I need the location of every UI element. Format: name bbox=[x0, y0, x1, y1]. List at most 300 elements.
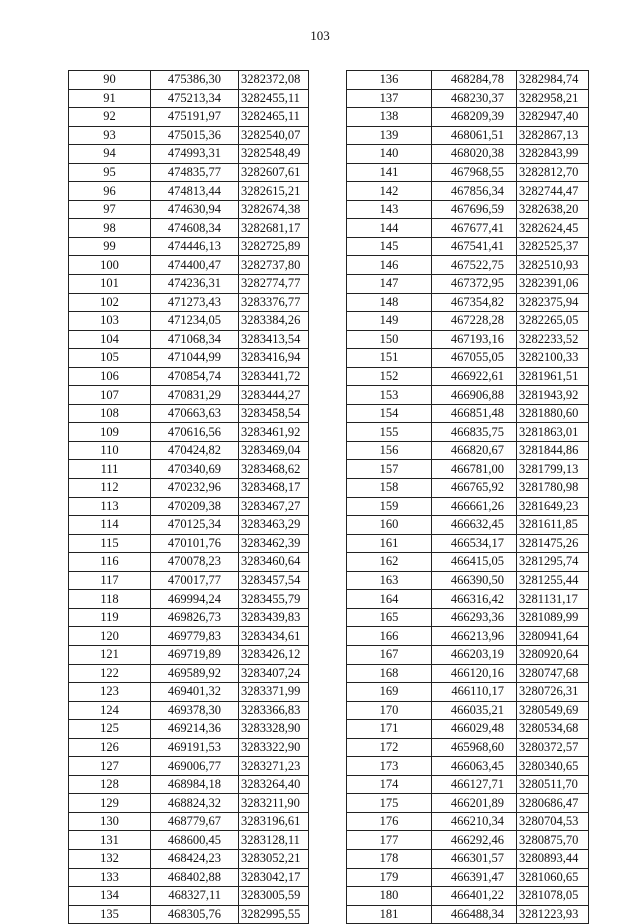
y-coordinate-cell: 3281089,99 bbox=[517, 608, 589, 627]
point-number-cell: 167 bbox=[347, 645, 432, 664]
y-coordinate-cell: 3283468,17 bbox=[239, 479, 309, 498]
point-number-cell: 160 bbox=[347, 516, 432, 535]
table-row bbox=[69, 627, 309, 646]
y-coordinate-cell: 3281223,93 bbox=[517, 905, 589, 924]
table-row bbox=[69, 683, 309, 702]
y-coordinate-cell: 3281131,17 bbox=[517, 590, 589, 609]
x-coordinate-cell: 466110,17 bbox=[432, 683, 517, 702]
table-row bbox=[347, 126, 589, 145]
x-coordinate-cell: 467228,28 bbox=[432, 312, 517, 331]
x-coordinate-cell: 466063,45 bbox=[432, 757, 517, 776]
point-number-cell: 93 bbox=[69, 126, 151, 145]
table-row bbox=[69, 905, 309, 924]
point-number-cell: 137 bbox=[347, 89, 432, 108]
table-row bbox=[69, 349, 309, 368]
table-row bbox=[69, 219, 309, 238]
y-coordinate-cell: 3282984,74 bbox=[517, 71, 589, 90]
y-coordinate-cell: 3280511,70 bbox=[517, 775, 589, 794]
x-coordinate-cell: 471044,99 bbox=[151, 349, 239, 368]
table-row bbox=[69, 868, 309, 887]
table-row bbox=[347, 849, 589, 868]
x-coordinate-cell: 467677,41 bbox=[432, 219, 517, 238]
y-coordinate-cell: 3283322,90 bbox=[239, 738, 309, 757]
table-row bbox=[347, 441, 589, 460]
x-coordinate-cell: 466292,46 bbox=[432, 831, 517, 850]
x-coordinate-cell: 466661,26 bbox=[432, 497, 517, 516]
table-row bbox=[69, 293, 309, 312]
table-row bbox=[69, 256, 309, 275]
table-row bbox=[347, 386, 589, 405]
y-coordinate-cell: 3283439,83 bbox=[239, 608, 309, 627]
x-coordinate-cell: 470340,69 bbox=[151, 460, 239, 479]
page-number: 103 bbox=[310, 28, 330, 43]
table-row bbox=[69, 720, 309, 739]
table-row bbox=[347, 887, 589, 906]
point-number-cell: 94 bbox=[69, 145, 151, 164]
table-row bbox=[347, 237, 589, 256]
table-row bbox=[347, 794, 589, 813]
y-coordinate-cell: 3283416,94 bbox=[239, 349, 309, 368]
point-number-cell: 179 bbox=[347, 868, 432, 887]
point-number-cell: 103 bbox=[69, 312, 151, 331]
y-coordinate-cell: 3282624,45 bbox=[517, 219, 589, 238]
point-number-cell: 156 bbox=[347, 441, 432, 460]
y-coordinate-cell: 3282607,61 bbox=[239, 163, 309, 182]
y-coordinate-cell: 3281611,85 bbox=[517, 516, 589, 535]
x-coordinate-cell: 468284,78 bbox=[432, 71, 517, 90]
table-row bbox=[347, 738, 589, 757]
x-coordinate-cell: 470232,96 bbox=[151, 479, 239, 498]
point-number-cell: 174 bbox=[347, 775, 432, 794]
x-coordinate-cell: 467968,55 bbox=[432, 163, 517, 182]
table-row bbox=[69, 608, 309, 627]
x-coordinate-cell: 466851,48 bbox=[432, 404, 517, 423]
y-coordinate-cell: 3281475,26 bbox=[517, 534, 589, 553]
table-row bbox=[347, 757, 589, 776]
x-coordinate-cell: 466906,88 bbox=[432, 386, 517, 405]
point-number-cell: 144 bbox=[347, 219, 432, 238]
table-row bbox=[347, 108, 589, 127]
point-number-cell: 132 bbox=[69, 849, 151, 868]
x-coordinate-cell: 468600,45 bbox=[151, 831, 239, 850]
y-coordinate-cell: 3282958,21 bbox=[517, 89, 589, 108]
y-coordinate-cell: 3280340,65 bbox=[517, 757, 589, 776]
x-coordinate-cell: 466781,00 bbox=[432, 460, 517, 479]
point-number-cell: 136 bbox=[347, 71, 432, 90]
point-number-cell: 116 bbox=[69, 553, 151, 572]
point-number-cell: 158 bbox=[347, 479, 432, 498]
x-coordinate-cell: 468020,38 bbox=[432, 145, 517, 164]
x-coordinate-cell: 470831,29 bbox=[151, 386, 239, 405]
y-coordinate-cell: 3283426,12 bbox=[239, 645, 309, 664]
y-coordinate-cell: 3282843,99 bbox=[517, 145, 589, 164]
table-row bbox=[347, 905, 589, 924]
table-row bbox=[69, 108, 309, 127]
x-coordinate-cell: 475015,36 bbox=[151, 126, 239, 145]
y-coordinate-cell: 3280534,68 bbox=[517, 720, 589, 739]
y-coordinate-cell: 3282674,38 bbox=[239, 200, 309, 219]
point-number-cell: 147 bbox=[347, 275, 432, 294]
table-row bbox=[69, 441, 309, 460]
x-coordinate-cell: 469006,77 bbox=[151, 757, 239, 776]
point-number-cell: 111 bbox=[69, 460, 151, 479]
table-row bbox=[69, 200, 309, 219]
table-row bbox=[347, 701, 589, 720]
table-row bbox=[347, 404, 589, 423]
table-row bbox=[69, 71, 309, 90]
point-number-cell: 164 bbox=[347, 590, 432, 609]
x-coordinate-cell: 466203,19 bbox=[432, 645, 517, 664]
y-coordinate-cell: 3282540,07 bbox=[239, 126, 309, 145]
point-number-cell: 133 bbox=[69, 868, 151, 887]
point-number-cell: 157 bbox=[347, 460, 432, 479]
point-number-cell: 175 bbox=[347, 794, 432, 813]
x-coordinate-cell: 468402,88 bbox=[151, 868, 239, 887]
point-number-cell: 128 bbox=[69, 775, 151, 794]
y-coordinate-cell: 3282681,17 bbox=[239, 219, 309, 238]
point-number-cell: 177 bbox=[347, 831, 432, 850]
table-row bbox=[69, 460, 309, 479]
table-row bbox=[347, 497, 589, 516]
table-row bbox=[69, 534, 309, 553]
x-coordinate-cell: 471068,34 bbox=[151, 330, 239, 349]
y-coordinate-cell: 3283434,61 bbox=[239, 627, 309, 646]
point-number-cell: 100 bbox=[69, 256, 151, 275]
y-coordinate-cell: 3283328,90 bbox=[239, 720, 309, 739]
point-number-cell: 124 bbox=[69, 701, 151, 720]
x-coordinate-cell: 469214,36 bbox=[151, 720, 239, 739]
y-coordinate-cell: 3281780,98 bbox=[517, 479, 589, 498]
point-number-cell: 95 bbox=[69, 163, 151, 182]
y-coordinate-cell: 3282615,21 bbox=[239, 182, 309, 201]
table-row bbox=[347, 775, 589, 794]
table-row bbox=[347, 89, 589, 108]
y-coordinate-cell: 3282465,11 bbox=[239, 108, 309, 127]
y-coordinate-cell: 3283469,04 bbox=[239, 441, 309, 460]
y-coordinate-cell: 3282737,80 bbox=[239, 256, 309, 275]
y-coordinate-cell: 3283407,24 bbox=[239, 664, 309, 683]
table-row bbox=[347, 200, 589, 219]
x-coordinate-cell: 474236,31 bbox=[151, 275, 239, 294]
x-coordinate-cell: 474630,94 bbox=[151, 200, 239, 219]
x-coordinate-cell: 474835,77 bbox=[151, 163, 239, 182]
x-coordinate-cell: 474446,13 bbox=[151, 237, 239, 256]
x-coordinate-cell: 469378,30 bbox=[151, 701, 239, 720]
point-number-cell: 152 bbox=[347, 367, 432, 386]
point-number-cell: 143 bbox=[347, 200, 432, 219]
x-coordinate-cell: 469719,89 bbox=[151, 645, 239, 664]
y-coordinate-cell: 3282391,06 bbox=[517, 275, 589, 294]
y-coordinate-cell: 3280920,64 bbox=[517, 645, 589, 664]
y-coordinate-cell: 3281799,13 bbox=[517, 460, 589, 479]
table-row bbox=[347, 553, 589, 572]
y-coordinate-cell: 3282947,40 bbox=[517, 108, 589, 127]
table-row bbox=[347, 293, 589, 312]
y-coordinate-cell: 3283462,39 bbox=[239, 534, 309, 553]
point-number-cell: 141 bbox=[347, 163, 432, 182]
x-coordinate-cell: 474993,31 bbox=[151, 145, 239, 164]
x-coordinate-cell: 468779,67 bbox=[151, 812, 239, 831]
table-row bbox=[69, 516, 309, 535]
y-coordinate-cell: 3282525,37 bbox=[517, 237, 589, 256]
x-coordinate-cell: 471273,43 bbox=[151, 293, 239, 312]
x-coordinate-cell: 470125,34 bbox=[151, 516, 239, 535]
table-row bbox=[347, 868, 589, 887]
y-coordinate-cell: 3282455,11 bbox=[239, 89, 309, 108]
point-number-cell: 91 bbox=[69, 89, 151, 108]
y-coordinate-cell: 3282510,93 bbox=[517, 256, 589, 275]
table-row bbox=[347, 367, 589, 386]
table-row bbox=[69, 237, 309, 256]
table-row bbox=[69, 794, 309, 813]
x-coordinate-cell: 467055,05 bbox=[432, 349, 517, 368]
table-row bbox=[69, 404, 309, 423]
y-coordinate-cell: 3282375,94 bbox=[517, 293, 589, 312]
point-number-cell: 181 bbox=[347, 905, 432, 924]
x-coordinate-cell: 469826,73 bbox=[151, 608, 239, 627]
x-coordinate-cell: 466127,71 bbox=[432, 775, 517, 794]
y-coordinate-cell: 3281649,23 bbox=[517, 497, 589, 516]
y-coordinate-cell: 3280686,47 bbox=[517, 794, 589, 813]
x-coordinate-cell: 468209,39 bbox=[432, 108, 517, 127]
point-number-cell: 126 bbox=[69, 738, 151, 757]
table-row bbox=[69, 757, 309, 776]
point-number-cell: 149 bbox=[347, 312, 432, 331]
table-row bbox=[69, 386, 309, 405]
point-number-cell: 109 bbox=[69, 423, 151, 442]
y-coordinate-cell: 3282744,47 bbox=[517, 182, 589, 201]
y-coordinate-cell: 3280875,70 bbox=[517, 831, 589, 850]
point-number-cell: 117 bbox=[69, 571, 151, 590]
table-row bbox=[347, 608, 589, 627]
x-coordinate-cell: 466835,75 bbox=[432, 423, 517, 442]
x-coordinate-cell: 467522,75 bbox=[432, 256, 517, 275]
x-coordinate-cell: 470616,56 bbox=[151, 423, 239, 442]
y-coordinate-cell: 3283455,79 bbox=[239, 590, 309, 609]
y-coordinate-cell: 3280372,57 bbox=[517, 738, 589, 757]
y-coordinate-cell: 3283211,90 bbox=[239, 794, 309, 813]
table-row bbox=[69, 887, 309, 906]
point-number-cell: 176 bbox=[347, 812, 432, 831]
table-row bbox=[69, 479, 309, 498]
table-row bbox=[69, 182, 309, 201]
x-coordinate-cell: 470101,76 bbox=[151, 534, 239, 553]
y-coordinate-cell: 3283463,29 bbox=[239, 516, 309, 535]
y-coordinate-cell: 3282867,13 bbox=[517, 126, 589, 145]
point-number-cell: 127 bbox=[69, 757, 151, 776]
table-row bbox=[69, 145, 309, 164]
table-row bbox=[347, 831, 589, 850]
x-coordinate-cell: 466415,05 bbox=[432, 553, 517, 572]
point-number-cell: 135 bbox=[69, 905, 151, 924]
point-number-cell: 106 bbox=[69, 367, 151, 386]
point-number-cell: 130 bbox=[69, 812, 151, 831]
y-coordinate-cell: 3282638,20 bbox=[517, 200, 589, 219]
y-coordinate-cell: 3282372,08 bbox=[239, 71, 309, 90]
x-coordinate-cell: 465968,60 bbox=[432, 738, 517, 757]
table-row bbox=[347, 534, 589, 553]
table-row bbox=[347, 163, 589, 182]
table-row bbox=[347, 571, 589, 590]
table-row bbox=[347, 812, 589, 831]
table-row bbox=[347, 479, 589, 498]
table-row bbox=[347, 664, 589, 683]
point-number-cell: 107 bbox=[69, 386, 151, 405]
x-coordinate-cell: 466120,16 bbox=[432, 664, 517, 683]
x-coordinate-cell: 468424,23 bbox=[151, 849, 239, 868]
point-number-cell: 138 bbox=[347, 108, 432, 127]
y-coordinate-cell: 3283371,99 bbox=[239, 683, 309, 702]
x-coordinate-cell: 467696,59 bbox=[432, 200, 517, 219]
y-coordinate-cell: 3282774,77 bbox=[239, 275, 309, 294]
point-number-cell: 169 bbox=[347, 683, 432, 702]
x-coordinate-cell: 468824,32 bbox=[151, 794, 239, 813]
point-number-cell: 148 bbox=[347, 293, 432, 312]
x-coordinate-cell: 466391,47 bbox=[432, 868, 517, 887]
y-coordinate-cell: 3283458,54 bbox=[239, 404, 309, 423]
x-coordinate-cell: 468061,51 bbox=[432, 126, 517, 145]
table-row bbox=[347, 516, 589, 535]
point-number-cell: 140 bbox=[347, 145, 432, 164]
table-row bbox=[347, 182, 589, 201]
x-coordinate-cell: 470209,38 bbox=[151, 497, 239, 516]
table-row bbox=[69, 571, 309, 590]
y-coordinate-cell: 3283460,64 bbox=[239, 553, 309, 572]
x-coordinate-cell: 468305,76 bbox=[151, 905, 239, 924]
point-number-cell: 180 bbox=[347, 887, 432, 906]
y-coordinate-cell: 3283376,77 bbox=[239, 293, 309, 312]
y-coordinate-cell: 3281060,65 bbox=[517, 868, 589, 887]
point-number-cell: 92 bbox=[69, 108, 151, 127]
point-number-cell: 129 bbox=[69, 794, 151, 813]
y-coordinate-cell: 3282995,55 bbox=[239, 905, 309, 924]
table-row bbox=[69, 330, 309, 349]
y-coordinate-cell: 3280726,31 bbox=[517, 683, 589, 702]
y-coordinate-cell: 3283444,27 bbox=[239, 386, 309, 405]
point-number-cell: 163 bbox=[347, 571, 432, 590]
point-number-cell: 162 bbox=[347, 553, 432, 572]
table-row bbox=[69, 738, 309, 757]
y-coordinate-cell: 3283052,21 bbox=[239, 849, 309, 868]
y-coordinate-cell: 3282100,33 bbox=[517, 349, 589, 368]
y-coordinate-cell: 3281295,74 bbox=[517, 553, 589, 572]
point-number-cell: 168 bbox=[347, 664, 432, 683]
x-coordinate-cell: 470424,82 bbox=[151, 441, 239, 460]
point-number-cell: 108 bbox=[69, 404, 151, 423]
x-coordinate-cell: 467541,41 bbox=[432, 237, 517, 256]
x-coordinate-cell: 469589,92 bbox=[151, 664, 239, 683]
x-coordinate-cell: 475386,30 bbox=[151, 71, 239, 90]
point-number-cell: 153 bbox=[347, 386, 432, 405]
table-row bbox=[347, 349, 589, 368]
y-coordinate-cell: 3283128,11 bbox=[239, 831, 309, 850]
y-coordinate-cell: 3282725,89 bbox=[239, 237, 309, 256]
x-coordinate-cell: 469191,53 bbox=[151, 738, 239, 757]
point-number-cell: 159 bbox=[347, 497, 432, 516]
point-number-cell: 178 bbox=[347, 849, 432, 868]
x-coordinate-cell: 466201,89 bbox=[432, 794, 517, 813]
y-coordinate-cell: 3281943,92 bbox=[517, 386, 589, 405]
point-number-cell: 154 bbox=[347, 404, 432, 423]
y-coordinate-cell: 3281844,86 bbox=[517, 441, 589, 460]
table-row bbox=[69, 590, 309, 609]
x-coordinate-cell: 466390,50 bbox=[432, 571, 517, 590]
x-coordinate-cell: 466029,48 bbox=[432, 720, 517, 739]
x-coordinate-cell: 470663,63 bbox=[151, 404, 239, 423]
table-row bbox=[69, 849, 309, 868]
x-coordinate-cell: 466210,34 bbox=[432, 812, 517, 831]
table-row bbox=[347, 330, 589, 349]
x-coordinate-cell: 469994,24 bbox=[151, 590, 239, 609]
point-number-cell: 170 bbox=[347, 701, 432, 720]
table-row bbox=[347, 71, 589, 90]
y-coordinate-cell: 3283413,54 bbox=[239, 330, 309, 349]
table-row bbox=[69, 701, 309, 720]
point-number-cell: 110 bbox=[69, 441, 151, 460]
point-number-cell: 120 bbox=[69, 627, 151, 646]
point-number-cell: 131 bbox=[69, 831, 151, 850]
y-coordinate-cell: 3281863,01 bbox=[517, 423, 589, 442]
coordinates-table-left bbox=[68, 70, 309, 924]
table-row bbox=[347, 460, 589, 479]
x-coordinate-cell: 470017,77 bbox=[151, 571, 239, 590]
point-number-cell: 134 bbox=[69, 887, 151, 906]
table-row bbox=[69, 423, 309, 442]
x-coordinate-cell: 475191,97 bbox=[151, 108, 239, 127]
x-coordinate-cell: 470078,23 bbox=[151, 553, 239, 572]
point-number-cell: 165 bbox=[347, 608, 432, 627]
x-coordinate-cell: 467354,82 bbox=[432, 293, 517, 312]
point-number-cell: 104 bbox=[69, 330, 151, 349]
coordinates-table-right bbox=[346, 70, 589, 924]
x-coordinate-cell: 466213,96 bbox=[432, 627, 517, 646]
point-number-cell: 151 bbox=[347, 349, 432, 368]
x-coordinate-cell: 468327,11 bbox=[151, 887, 239, 906]
point-number-cell: 171 bbox=[347, 720, 432, 739]
y-coordinate-cell: 3283468,62 bbox=[239, 460, 309, 479]
y-coordinate-cell: 3281078,05 bbox=[517, 887, 589, 906]
y-coordinate-cell: 3283042,17 bbox=[239, 868, 309, 887]
y-coordinate-cell: 3283384,26 bbox=[239, 312, 309, 331]
point-number-cell: 118 bbox=[69, 590, 151, 609]
x-coordinate-cell: 468230,37 bbox=[432, 89, 517, 108]
point-number-cell: 98 bbox=[69, 219, 151, 238]
point-number-cell: 172 bbox=[347, 738, 432, 757]
y-coordinate-cell: 3283461,92 bbox=[239, 423, 309, 442]
x-coordinate-cell: 467372,95 bbox=[432, 275, 517, 294]
x-coordinate-cell: 469779,83 bbox=[151, 627, 239, 646]
point-number-cell: 161 bbox=[347, 534, 432, 553]
point-number-cell: 102 bbox=[69, 293, 151, 312]
x-coordinate-cell: 474400,47 bbox=[151, 256, 239, 275]
point-number-cell: 101 bbox=[69, 275, 151, 294]
x-coordinate-cell: 466293,36 bbox=[432, 608, 517, 627]
point-number-cell: 122 bbox=[69, 664, 151, 683]
table-row bbox=[347, 683, 589, 702]
point-number-cell: 114 bbox=[69, 516, 151, 535]
point-number-cell: 90 bbox=[69, 71, 151, 90]
point-number-cell: 173 bbox=[347, 757, 432, 776]
x-coordinate-cell: 466301,57 bbox=[432, 849, 517, 868]
x-coordinate-cell: 475213,34 bbox=[151, 89, 239, 108]
point-number-cell: 125 bbox=[69, 720, 151, 739]
point-number-cell: 142 bbox=[347, 182, 432, 201]
point-number-cell: 146 bbox=[347, 256, 432, 275]
x-coordinate-cell: 466820,67 bbox=[432, 441, 517, 460]
x-coordinate-cell: 474608,34 bbox=[151, 219, 239, 238]
table-row bbox=[69, 645, 309, 664]
point-number-cell: 123 bbox=[69, 683, 151, 702]
